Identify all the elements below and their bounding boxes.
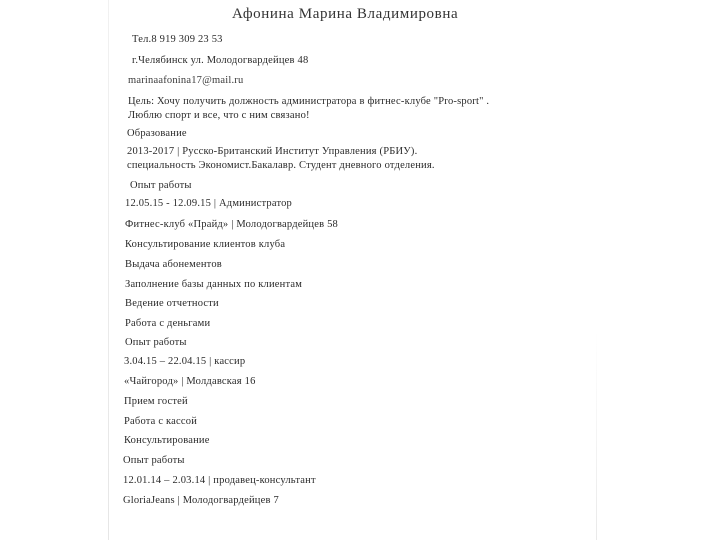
job-2-duty: Работа с кассой	[124, 416, 198, 427]
job-1-period: 12.05.15 - 12.09.15 | Администратор	[125, 198, 292, 209]
goal-line-1: Цель: Хочу получить должность администратора в фитнес-клубе "Pro-sport" .	[128, 96, 490, 107]
email-line: marinaafonina17@mail.ru	[128, 75, 244, 86]
education-line-2: специальность Экономист.Бакалавр. Студент дневного отделения.	[127, 160, 435, 171]
job-1-duty: Работа с деньгами	[125, 318, 211, 329]
resume-name: Афонина Марина Владимировна	[232, 6, 459, 22]
job-2-heading: Опыт работы	[125, 337, 187, 348]
job-1-heading: Опыт работы	[130, 180, 192, 191]
education-heading: Образование	[127, 128, 187, 139]
goal-line-2: Люблю спорт и все, что с ним связано!	[128, 110, 310, 121]
job-1-duty: Консультирование клиентов клуба	[125, 239, 286, 250]
job-1-place: Фитнес-клуб «Прайд» | Молодогвардейцев 58	[125, 219, 338, 230]
job-3-period: 12.01.14 – 2.03.14 | продавец-консультант	[123, 475, 316, 486]
job-2-duty: Консультирование	[124, 435, 210, 446]
job-1-duty: Заполнение базы данных по клиентам	[125, 279, 303, 290]
job-2-place: «Чайгород» | Молдавская 16	[124, 376, 256, 387]
scan-edge-right	[596, 330, 597, 540]
job-2-duty: Прием гостей	[124, 396, 188, 407]
address-line: г.Челябинск ул. Молодогвардейцев 48	[132, 55, 309, 66]
job-3-place: GloriaJeans | Молодогвардейцев 7	[123, 495, 279, 506]
job-2-period: 3.04.15 – 22.04.15 | кассир	[124, 356, 246, 367]
job-1-duty: Ведение отчетности	[125, 298, 219, 309]
job-1-duty: Выдача абонементов	[125, 259, 222, 270]
job-3-heading: Опыт работы	[123, 455, 185, 466]
phone-line: Тел.8 919 309 23 53	[132, 34, 223, 45]
scan-edge-left	[108, 0, 109, 540]
education-line-1: 2013-2017 | Русско-Британский Институт Управления (РБИУ).	[127, 146, 418, 157]
